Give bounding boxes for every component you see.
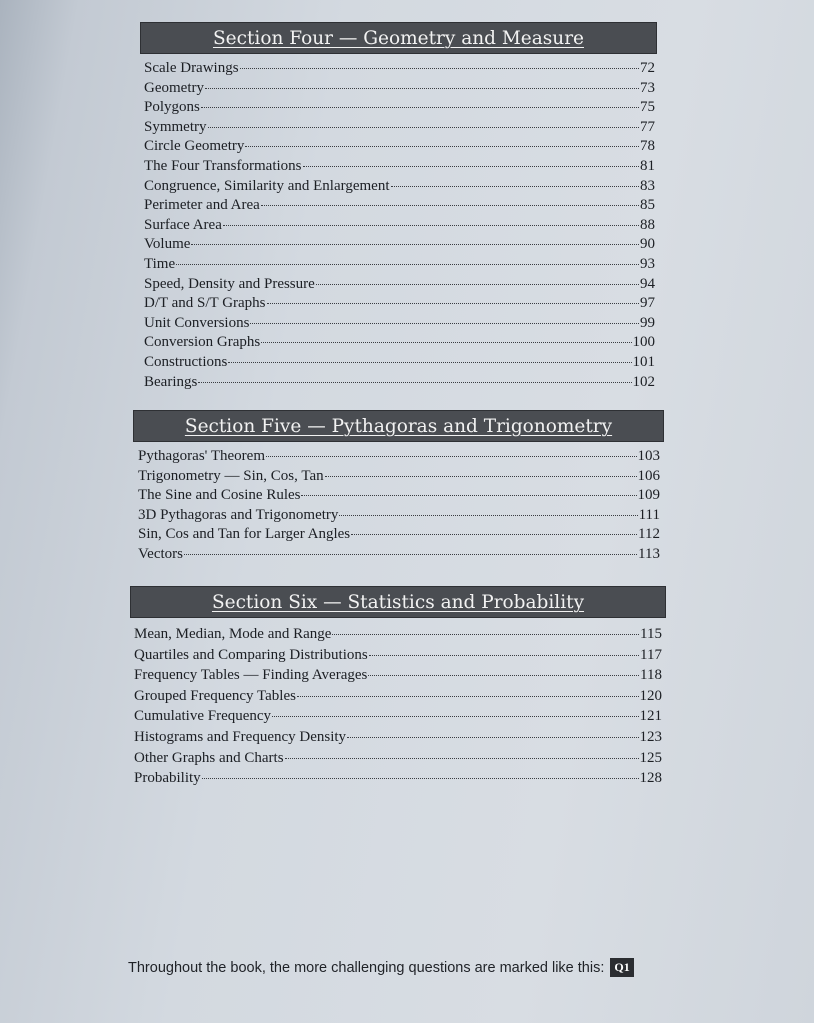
toc-entry[interactable] [134, 688, 662, 709]
dot-leader [303, 166, 640, 167]
dot-leader [250, 323, 639, 324]
toc-entry-page: 117 [640, 646, 662, 663]
toc-entry[interactable] [144, 178, 655, 198]
dot-leader [261, 205, 639, 206]
toc-entry[interactable] [144, 374, 655, 394]
toc-entry-title: Unit Conversions [144, 314, 250, 331]
toc-entry-page: 115 [640, 626, 662, 642]
dot-leader [205, 88, 639, 89]
dot-leader [245, 146, 639, 147]
toc-entry-page: 112 [638, 526, 660, 543]
dot-leader [223, 225, 639, 226]
dot-leader [267, 303, 639, 304]
toc-entry-title: Sin, Cos and Tan for Larger Angles [138, 526, 351, 543]
toc-entry-page: 101 [632, 353, 655, 370]
toc-entry[interactable] [144, 354, 655, 374]
section-heading: Section Six — Statistics and Probability [211, 591, 585, 613]
toc-entry-title: Probability [134, 770, 201, 787]
section-five [133, 410, 664, 566]
toc-entry-page: 102 [632, 373, 655, 390]
toc-entry[interactable] [144, 256, 655, 276]
toc-entry[interactable] [138, 507, 660, 527]
toc-entry[interactable] [138, 448, 660, 468]
dot-leader [198, 382, 631, 383]
toc-entry[interactable] [134, 729, 662, 750]
toc-entry-page: 77 [640, 118, 655, 135]
toc-entry-page: 97 [640, 295, 655, 312]
dot-leader [369, 655, 639, 656]
toc-entry-page: 93 [640, 255, 655, 272]
section-six [130, 586, 666, 791]
toc-entry-page: 123 [639, 728, 662, 745]
toc-entry-title: Scale Drawings [144, 60, 239, 76]
toc-entry-page: 125 [639, 749, 662, 766]
toc-entry-page: 121 [639, 708, 662, 725]
dot-leader [228, 362, 631, 363]
dot-leader [301, 495, 636, 496]
toc-entry-page: 128 [639, 770, 662, 787]
dot-leader [202, 778, 639, 779]
toc-entry-title: Bearings [144, 373, 198, 390]
dot-leader [191, 244, 639, 245]
toc-entry[interactable] [144, 217, 655, 237]
toc-entry[interactable] [144, 99, 655, 119]
toc-entry-page: 83 [640, 177, 655, 194]
toc-entry[interactable] [144, 197, 655, 217]
section-four [140, 22, 657, 393]
toc-entry[interactable] [144, 158, 655, 178]
toc-entry-title: Symmetry [144, 118, 207, 135]
section-heading-band [140, 22, 657, 54]
dot-leader [266, 456, 637, 457]
toc-entry-title: Constructions [144, 353, 228, 370]
dot-leader [272, 716, 638, 717]
section-heading-band [130, 586, 666, 618]
dot-leader [351, 534, 637, 535]
toc-entry-page: 85 [640, 197, 655, 214]
dot-leader [285, 758, 639, 759]
toc-entry[interactable] [144, 80, 655, 100]
dot-leader [368, 675, 639, 676]
toc-entry-page: 72 [640, 60, 655, 76]
toc-entry-title: The Sine and Cosine Rules [138, 487, 301, 504]
dot-leader [184, 554, 637, 555]
toc-entry-title: Pythagoras' Theorem [138, 448, 265, 464]
toc-entry-page: 118 [640, 667, 662, 684]
toc-entry[interactable] [144, 60, 655, 80]
challenge-badge: Q1 [610, 958, 633, 977]
toc-entry[interactable] [138, 468, 660, 488]
section-heading-band [133, 410, 664, 442]
dot-leader [339, 515, 637, 516]
toc-entry-title: Vectors [138, 545, 183, 562]
toc-entry[interactable] [144, 334, 655, 354]
toc-entry-page: 94 [640, 275, 655, 292]
toc-entry[interactable] [134, 770, 662, 791]
toc-entry[interactable] [134, 667, 662, 688]
toc-entry[interactable] [134, 708, 662, 729]
dot-leader [208, 127, 640, 128]
toc-entry[interactable] [144, 295, 655, 315]
toc-entry-page: 88 [640, 216, 655, 233]
toc-list [130, 626, 666, 791]
toc-entry-title: Quartiles and Comparing Distributions [134, 646, 368, 663]
toc-entry-title: Frequency Tables — Finding Averages [134, 667, 368, 684]
toc-entry[interactable] [138, 546, 660, 566]
toc-entry-page: 81 [640, 157, 655, 174]
toc-entry-title: Speed, Density and Pressure [144, 275, 315, 292]
dot-leader [325, 476, 637, 477]
toc-entry-page: 120 [639, 687, 662, 704]
dot-leader [176, 264, 639, 265]
section-heading: Section Four — Geometry and Measure [212, 27, 584, 49]
toc-entry-page: 73 [640, 79, 655, 96]
toc-entry-title: The Four Transformations [144, 157, 302, 174]
dot-leader [347, 737, 638, 738]
toc-entry[interactable] [144, 236, 655, 256]
toc-entry[interactable] [138, 526, 660, 546]
toc-entry[interactable] [134, 750, 662, 771]
toc-entry-title: Volume [144, 236, 191, 253]
toc-entry-title: Time [144, 255, 176, 272]
toc-entry[interactable] [144, 315, 655, 335]
toc-entry[interactable] [134, 647, 662, 668]
toc-entry-title: D/T and S/T Graphs [144, 295, 266, 312]
dot-leader [261, 342, 631, 343]
toc-entry-title: Trigonometry — Sin, Cos, Tan [138, 467, 324, 484]
toc-entry-page: 111 [638, 506, 660, 523]
toc-entry-page: 99 [640, 314, 655, 331]
toc-entry-page: 75 [640, 99, 655, 116]
toc-entry-page: 109 [637, 487, 660, 504]
section-heading: Section Five — Pythagoras and Trigonometry [184, 415, 613, 437]
dot-leader [240, 68, 639, 69]
toc-entry[interactable] [138, 487, 660, 507]
toc-entry[interactable] [144, 119, 655, 139]
dot-leader [332, 634, 639, 635]
toc-entry-title: Polygons [144, 99, 200, 116]
toc-entry-title: Congruence, Similarity and Enlargement [144, 177, 390, 194]
toc-entry-page: 100 [632, 334, 655, 351]
dot-leader [201, 107, 639, 108]
toc-entry-title: Perimeter and Area [144, 197, 260, 214]
dot-leader [297, 696, 639, 697]
dot-leader [391, 186, 640, 187]
footer-note [128, 958, 634, 977]
toc-entry-title: Cumulative Frequency [134, 708, 272, 725]
toc-entry[interactable] [144, 138, 655, 158]
toc-entry[interactable] [144, 276, 655, 296]
toc-entry[interactable] [134, 626, 662, 647]
toc-entry-title: Circle Geometry [144, 138, 245, 155]
dot-leader [316, 284, 639, 285]
toc-entry-title: 3D Pythagoras and Trigonometry [138, 506, 339, 523]
toc-entry-title: Grouped Frequency Tables [134, 687, 296, 704]
toc-entry-title: Mean, Median, Mode and Range [134, 626, 332, 642]
toc-entry-title: Histograms and Frequency Density [134, 728, 347, 745]
toc-list [140, 60, 657, 393]
toc-list [133, 448, 664, 566]
footer-text: Throughout the book, the more challenging questions are marked like this: [128, 959, 605, 976]
toc-entry-title: Geometry [144, 79, 204, 96]
toc-entry-title: Surface Area [144, 216, 222, 233]
toc-entry-page: 103 [637, 448, 660, 464]
toc-entry-page: 106 [637, 467, 660, 484]
toc-entry-page: 78 [640, 138, 655, 155]
toc-entry-page: 113 [638, 545, 660, 562]
toc-entry-title: Other Graphs and Charts [134, 749, 284, 766]
toc-entry-title: Conversion Graphs [144, 334, 261, 351]
toc-entry-page: 90 [640, 236, 655, 253]
